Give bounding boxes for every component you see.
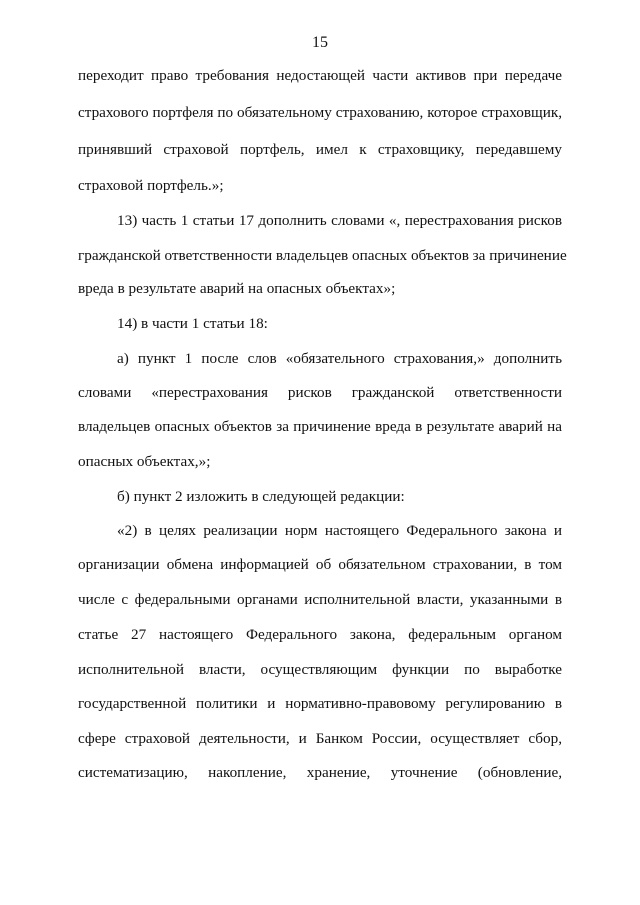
- text-line: систематизацию, накопление, хранение, уточнение (обновление,: [78, 764, 562, 781]
- text-line: «2) в целях реализации норм настоящего Федерального закона и: [117, 522, 562, 539]
- text-line: словами «перестрахования рисков гражданской ответственности: [78, 384, 562, 401]
- text-line: гражданской ответственности владельцев опасных объектов за причинение: [78, 247, 567, 264]
- text-line: владельцев опасных объектов за причинение вреда в результате аварий на: [78, 418, 562, 435]
- text-line: 13) часть 1 статьи 17 дополнить словами «, перестрахования рисков: [117, 212, 562, 229]
- text-line: числе с федеральными органами исполнительной власти, указанными в: [78, 591, 562, 608]
- text-line: б) пункт 2 изложить в следующей редакции:: [117, 488, 405, 505]
- text-line: организации обмена информацией об обязательном страховании, в том: [78, 556, 562, 573]
- text-line: вреда в результате аварий на опасных объектах»;: [78, 280, 396, 297]
- text-line: исполнительной власти, осуществляющим функции по выработке: [78, 661, 562, 678]
- text-line: сфере страховой деятельности, и Банком России, осуществляет сбор,: [78, 730, 562, 747]
- text-line: переходит право требования недостающей части активов при передаче: [78, 67, 562, 84]
- text-line: принявший страховой портфель, имел к страховщику, передавшему: [78, 141, 562, 158]
- text-line: 14) в части 1 статьи 18:: [117, 315, 268, 332]
- text-line: страхового портфеля по обязательному страхованию, которое страховщик,: [78, 104, 562, 121]
- text-line: страховой портфель.»;: [78, 177, 224, 194]
- text-line: государственной политики и нормативно-правовому регулированию в: [78, 695, 562, 712]
- text-line: опасных объектах,»;: [78, 453, 211, 470]
- page-number: 15: [312, 34, 328, 51]
- text-line: а) пункт 1 после слов «обязательного страхования,» дополнить: [117, 350, 562, 367]
- text-line: статье 27 настоящего Федерального закона, федеральным органом: [78, 626, 562, 643]
